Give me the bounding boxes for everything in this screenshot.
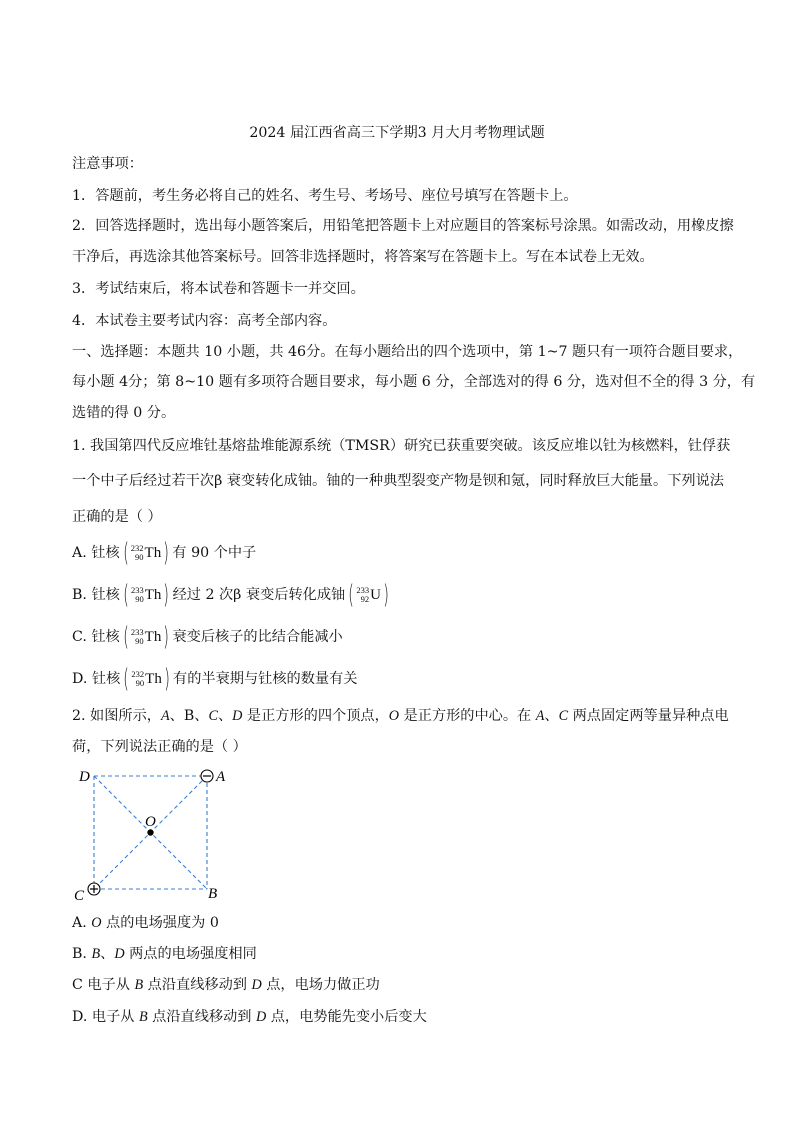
option-text: 点沿直线移动到 [147, 1009, 256, 1025]
q1-option-b [72, 580, 392, 610]
stem-text: 两点固定两等量异种点电 [568, 708, 729, 724]
var-b: B [138, 1009, 148, 1025]
var-a: A [160, 708, 170, 724]
option-prefix: D. 电子从 [72, 1009, 139, 1025]
option-text: 、 [100, 946, 115, 962]
q1-option-a [72, 538, 257, 568]
var-d: D [255, 1009, 267, 1025]
atomic-number: 90 [135, 636, 144, 646]
q1-stem-line-2: 一个中子后经过若干次β 衰变转化成铀。铀的一种典型裂变产物是钡和氪，同时释放巨大能量。下列说法 [72, 473, 724, 489]
q2-option-d [72, 1007, 427, 1027]
center-point [147, 829, 153, 835]
option-text: 点的电场强度为 0 [101, 915, 219, 931]
element-symbol: Th [144, 587, 162, 603]
option-text: 两点的电场强度相同 [124, 946, 257, 962]
option-prefix: A. 钍核 [72, 545, 120, 561]
element-symbol: U [370, 587, 381, 603]
var-d: D [114, 946, 125, 962]
q1-stem-line-1: 1. 我国第四代反应堆钍基熔盐堆能源系统（TMSR）研究已获重要突破。该反应堆以钍为核燃料，钍俘获 [72, 438, 731, 454]
square-charges-figure [70, 762, 240, 902]
stem-text: 、 [544, 708, 559, 724]
option-text: 经过 2 次β 衰变后转化成铀 [172, 587, 346, 603]
var-d: D [232, 708, 243, 724]
option-prefix: C. 钍核 [72, 629, 120, 645]
stem-text: 2. 如图所示， [72, 708, 161, 724]
stem-text: 是正方形的中心。在 [399, 708, 536, 724]
atomic-number: 92 [360, 594, 370, 604]
notice-heading: 注意事项： [72, 156, 143, 172]
mass-number: 232 [131, 669, 145, 679]
section-1-line-2: 每小题 4分；第 8~10 题有多项符合题目要求，每小题 6 分，全部选对的得 6 分，选对但不全的得 3 分，有 [72, 374, 756, 390]
option-prefix: D. 钍核 [72, 671, 121, 687]
mass-number: 233 [130, 627, 144, 637]
option-text: 点，电场力做正功 [261, 977, 380, 993]
notice-item-1: 1．答题前，考生务必将自己的姓名、考生号、考场号、座位号填写在答题卡上。 [72, 188, 578, 204]
label-c: C [74, 888, 85, 902]
option-prefix: B. [72, 946, 92, 962]
var-b: B [91, 946, 101, 962]
option-text: 点，电势能先变小后变大 [266, 1009, 427, 1025]
q2-option-c [72, 975, 380, 995]
notice-item-4: 4．本试卷主要考试内容：高考全部内容。 [72, 313, 337, 329]
q2-stem-line-1 [72, 706, 729, 726]
isotope-notation: ( 232 90 Th ) [123, 664, 170, 694]
isotope-notation: ( 233 90 Th ) [123, 580, 170, 610]
option-prefix: C 电子从 [72, 977, 135, 993]
var-o: O [91, 915, 102, 931]
var-c: C [208, 708, 218, 724]
stem-text: 、 [217, 708, 233, 724]
q1-option-c [72, 622, 343, 652]
var-c: C [558, 708, 569, 724]
var-d: D [251, 977, 262, 993]
mass-number: 233 [130, 585, 144, 595]
option-prefix: B. 钍核 [72, 587, 120, 603]
label-d: D [79, 769, 90, 785]
mass-number: 233 [356, 585, 370, 595]
section-1-line-3: 选错的得 0 分。 [72, 405, 176, 421]
label-o: O [145, 814, 156, 830]
isotope-notation: ( 233 92 U ) [348, 580, 389, 610]
element-symbol: Th [145, 671, 162, 687]
section-1-line-1: 一、选择题：本题共 10 小题，共 46分。在每小题给出的四个选项中，第 1~7 题只有一项符合题目要求， [72, 344, 743, 360]
isotope-notation: ( 233 90 Th ) [123, 622, 170, 652]
mass-number: 232 [130, 543, 144, 553]
atomic-number: 90 [135, 594, 144, 604]
label-a: A [216, 769, 226, 785]
q2-option-b [72, 944, 257, 964]
q2-option-a [72, 913, 219, 933]
atomic-number: 90 [135, 678, 145, 688]
option-text: 衰变后核子的比结合能减小 [172, 629, 343, 645]
q1-stem-line-3: 正确的是（ ） [72, 509, 162, 525]
element-symbol: Th [144, 629, 162, 645]
q1-option-d [72, 664, 358, 694]
element-symbol: Th [144, 545, 162, 561]
option-text: 有的半衰期与钍核的数量有关 [173, 671, 358, 687]
notice-item-2-line-1: 2．回答选择题时，选出每小题答案后，用铅笔把答题卡上对应题目的答案标号涂黑。如需改动，用橡皮擦 [72, 218, 734, 234]
atomic-number: 90 [135, 552, 144, 562]
var-a: A [535, 708, 545, 724]
option-text: 点沿直线移动到 [143, 977, 252, 993]
isotope-notation: ( 232 90 Th ) [122, 538, 170, 568]
option-text: 有 90 个中子 [172, 545, 257, 561]
stem-text: 是正方形的四个顶点， [242, 708, 389, 724]
q2-stem-line-2: 荷，下列说法正确的是（ ） [72, 739, 247, 755]
notice-item-3: 3．考试结束后，将本试卷和答题卡一并交回。 [72, 281, 365, 297]
notice-item-2-line-2: 干净后，再选涂其他答案标号。回答非选择题时，将答案写在答题卡上。写在本试卷上无效。 [72, 249, 654, 265]
var-o: O [388, 708, 400, 724]
label-b: B [208, 886, 218, 902]
var-b: B [134, 977, 144, 993]
option-prefix: A. [72, 915, 92, 931]
stem-text: 、B、 [169, 708, 209, 724]
page-title: 2024 届江西省高三下学期3 月大月考物理试题 [249, 125, 545, 141]
